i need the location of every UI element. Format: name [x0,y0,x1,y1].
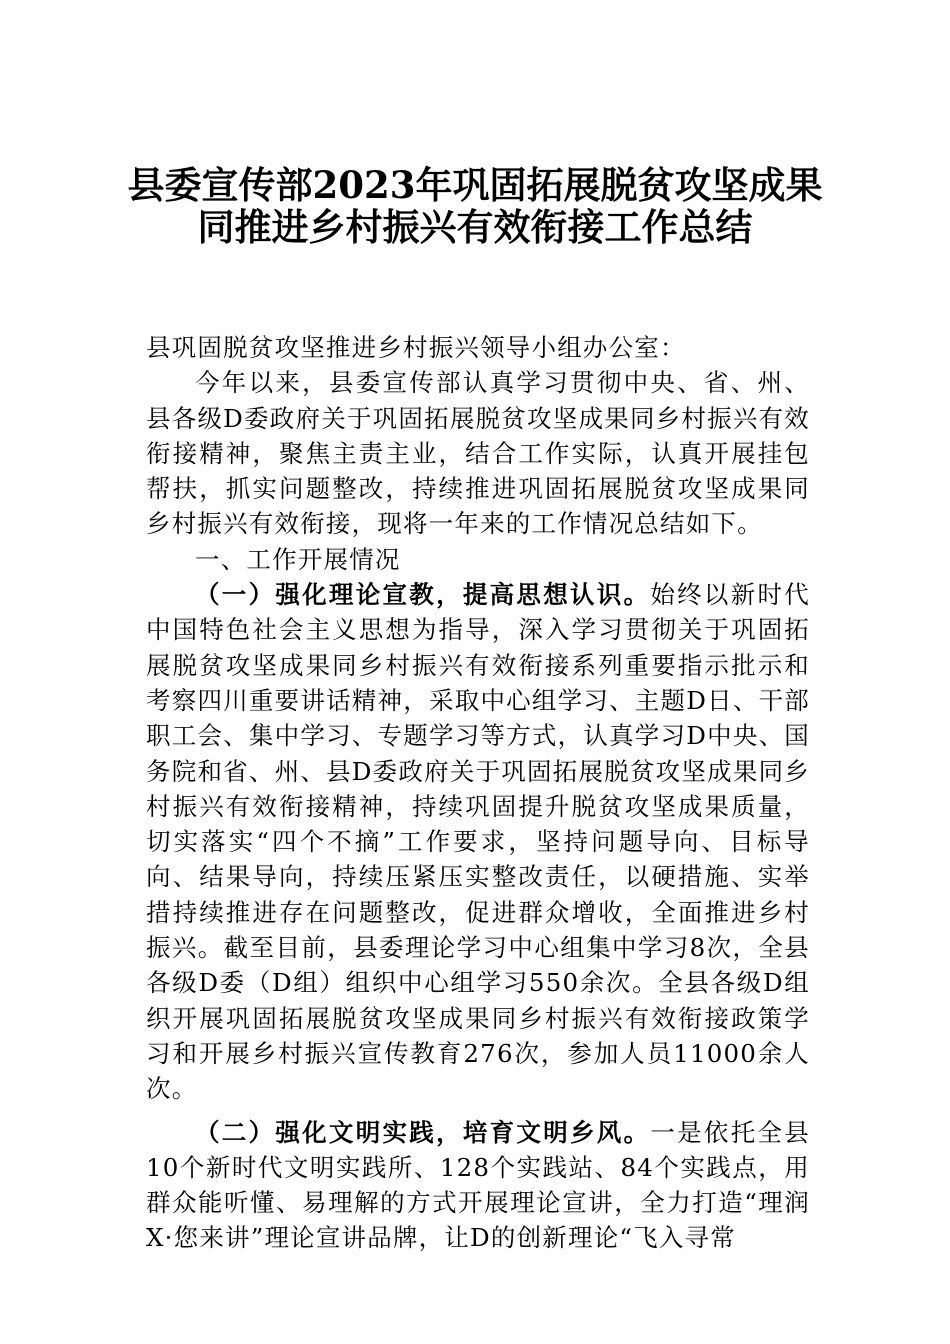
paragraph-1-text: 始终以新时代中国特色社会主义思想为指导，深入学习贯彻关于巩固拓展脱贫攻坚成果同乡村振兴有效衔接系列重要指示批示和考察四川重要讲话精神，采取中心组学习、主题D日、干部职工会、集中学习、专题学习等方式，认真学习D中央、国务院和省、州、县D委政府关于巩固拓展脱贫攻坚成果同乡村振兴有效衔接精神，持续巩固提升脱贫攻坚成果质量，切实落实“四个不摘”工作要求，坚持问题导向、目标导向、结果导向，持续压紧压实整改责任，以硬措施、实举措持续推进存在问题整改，促进群众增收，全面推进乡村振兴。截至目前，县委理论学习中心组集中学习8次，全县各级D委（D组）组织中心组学习550余次。全县各级D组织开展巩固拓展脱贫攻坚成果同乡村振兴有效衔接政策学习和开展乡村振兴宣传教育276次，参加人员11000余人次。 [146,580,810,1104]
paragraph-1 [146,577,810,1106]
intro-paragraph: 今年以来，县委宣传部认真学习贯彻中央、省、州、县各级D委政府关于巩固拓展脱贫攻坚成果同乡村振兴有效衔接精神，聚焦主责主业，结合工作实际，认真开展挂包帮扶，抓实问题整改，持续推进巩固拓展脱贫攻坚成果同乡村振兴有效衔接，现将一年来的工作情况总结如下。 [146,368,810,539]
paragraph-2-text: 一是依托全县10个新时代文明实践所、128个实践站、84个实践点，用群众能听懂、易理解的方式开展理论宣讲，全力打造“理润X·您来讲”理论宣讲品牌，让D的创新理论“飞入寻常 [146,1117,810,1253]
paragraph-2 [146,1115,810,1256]
document-body [146,330,810,1256]
addressee: 县巩固脱贫攻坚推进乡村振兴领导小组办公室： [146,333,686,362]
paragraph-1-lead: （一）强化理论宣教，提高思想认识。 [195,580,651,610]
document-title-line-1: 县委宣传部2023年巩固拓展脱贫攻坚成果 [127,163,823,207]
section-heading-1: 一、工作开展情况 [195,544,401,574]
paragraph-2-lead: （二）强化文明实践，培育文明乡风。 [195,1117,651,1147]
document-title-line-2: 同推进乡村振兴有效衔接工作总结 [197,205,753,249]
